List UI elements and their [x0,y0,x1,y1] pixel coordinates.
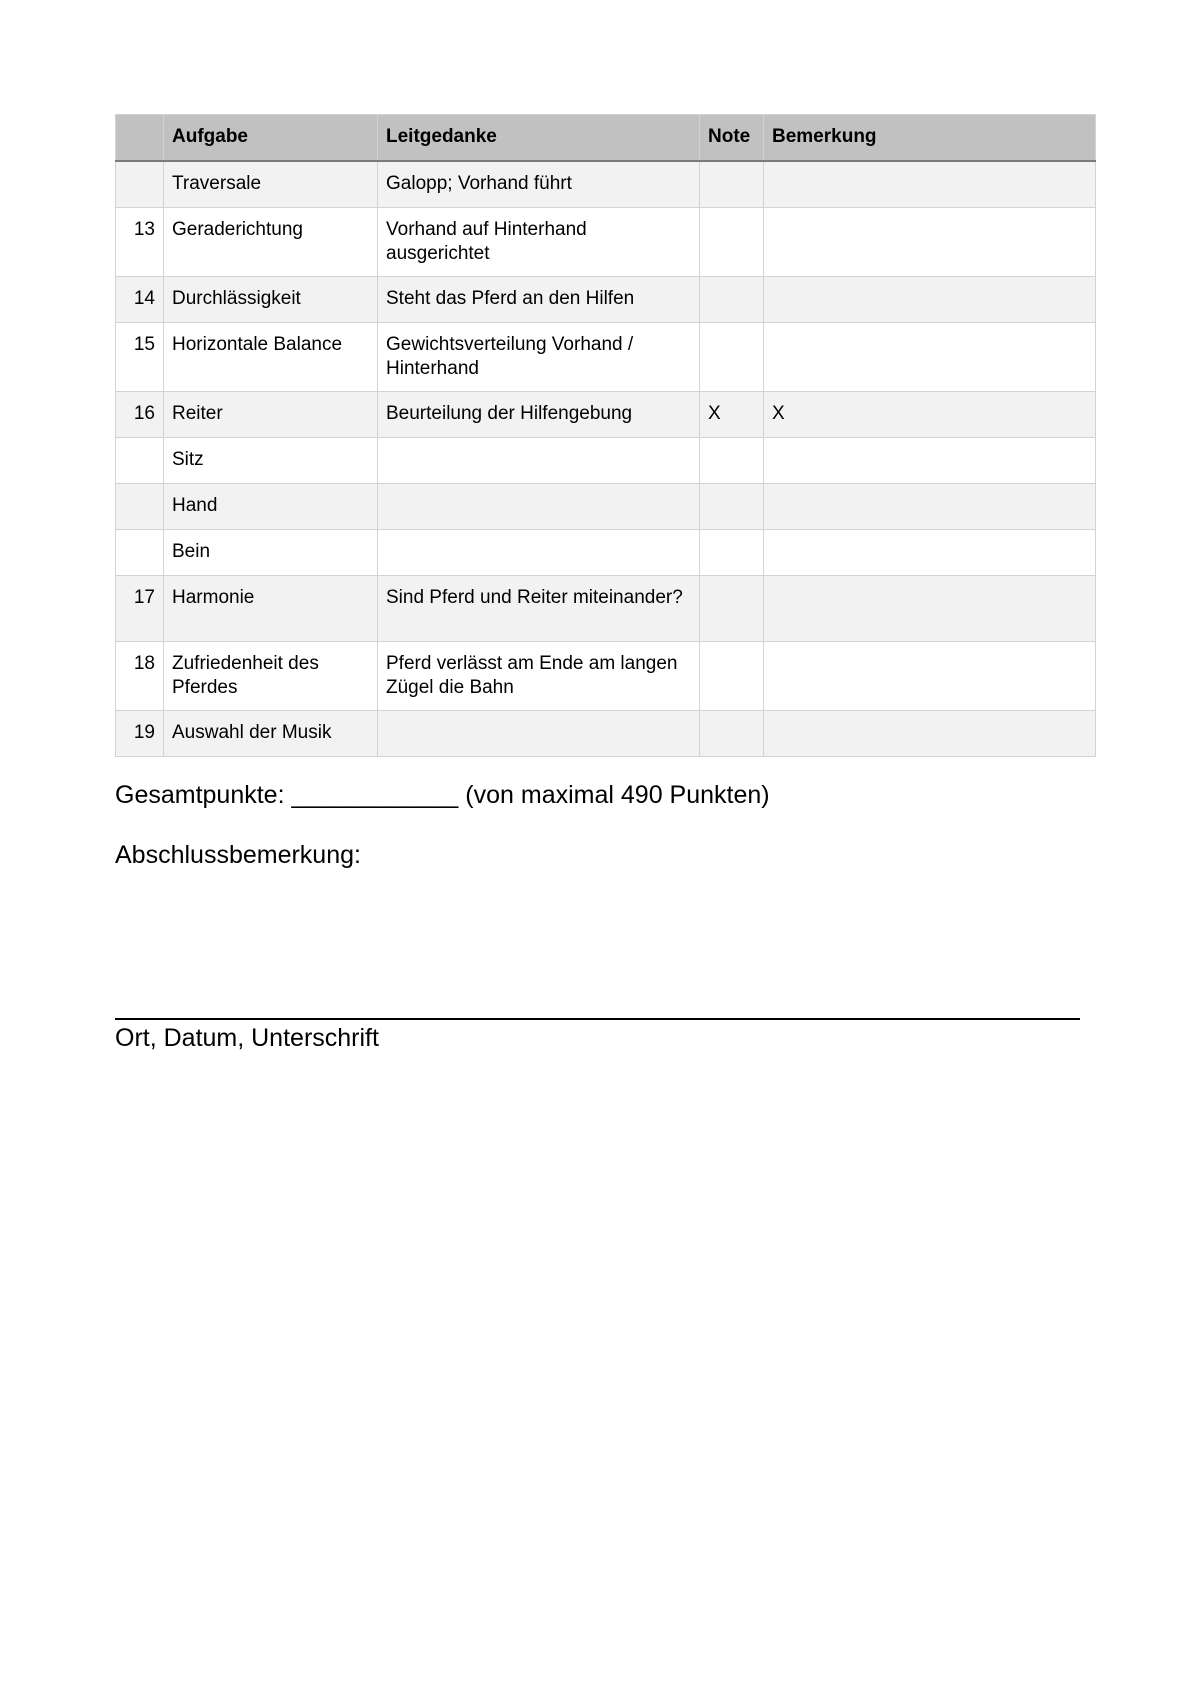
total-points-note: (von maximal 490 Punkten) [465,781,770,809]
signature-line [115,1018,1080,1020]
row-number: 19 [116,711,164,757]
row-task: Zufriedenheit des Pferdes [164,642,378,711]
row-number: 13 [116,208,164,277]
row-number: 15 [116,323,164,392]
row-number: 18 [116,642,164,711]
table-row [116,484,1096,530]
row-number [116,161,164,208]
table-row [116,392,1096,438]
row-grade: X [700,392,764,438]
table-row [116,711,1096,757]
row-remark [764,277,1096,323]
evaluation-table [115,114,1096,757]
row-grade [700,530,764,576]
row-task: Harmonie [164,576,378,642]
total-points-blank: ____________ [291,781,459,809]
table-row [116,530,1096,576]
row-task: Reiter [164,392,378,438]
table-row [116,277,1096,323]
header-grade: Note [700,115,764,162]
row-grade [700,323,764,392]
row-grade [700,711,764,757]
row-guideline [378,438,700,484]
table-row [116,161,1096,208]
row-guideline [378,711,700,757]
row-task: Traversale [164,161,378,208]
table-body [116,161,1096,757]
signature-label: Ort, Datum, Unterschrift [115,1024,379,1052]
total-points-label: Gesamtpunkte: [115,781,285,809]
row-number [116,484,164,530]
row-task: Sitz [164,438,378,484]
row-grade [700,277,764,323]
row-task: Horizontale Balance [164,323,378,392]
row-grade [700,438,764,484]
row-remark: X [764,392,1096,438]
total-points-line [115,779,770,811]
row-task: Auswahl der Musik [164,711,378,757]
table-row [116,323,1096,392]
row-remark [764,323,1096,392]
row-guideline: Steht das Pferd an den Hilfen [378,277,700,323]
row-grade [700,161,764,208]
row-remark [764,484,1096,530]
row-guideline: Vorhand auf Hinterhand ausgerichtet [378,208,700,277]
header-guideline: Leitgedanke [378,115,700,162]
row-remark [764,642,1096,711]
row-remark [764,711,1096,757]
table-row [116,576,1096,642]
row-guideline: Gewichtsverteilung Vorhand / Hinterhand [378,323,700,392]
table-header [116,115,1096,162]
table-row [116,438,1096,484]
row-number: 17 [116,576,164,642]
row-grade [700,208,764,277]
row-number: 16 [116,392,164,438]
row-number [116,530,164,576]
table-row [116,642,1096,711]
row-grade [700,484,764,530]
row-guideline: Beurteilung der Hilfengebung [378,392,700,438]
row-number [116,438,164,484]
row-number: 14 [116,277,164,323]
table-row [116,208,1096,277]
row-remark [764,438,1096,484]
closing-remark-label: Abschlussbemerkung: [115,841,361,869]
header-task: Aufgabe [164,115,378,162]
row-guideline: Pferd verlässt am Ende am langen Zügel die Bahn [378,642,700,711]
row-remark [764,576,1096,642]
row-guideline: Sind Pferd und Reiter miteinander? [378,576,700,642]
row-remark [764,530,1096,576]
row-guideline: Galopp; Vorhand führt [378,161,700,208]
header-row [116,115,1096,162]
header-remark: Bemerkung [764,115,1096,162]
row-task: Geraderichtung [164,208,378,277]
row-remark [764,208,1096,277]
row-grade [700,642,764,711]
row-guideline [378,484,700,530]
row-remark [764,161,1096,208]
row-grade [700,576,764,642]
row-task: Hand [164,484,378,530]
row-task: Bein [164,530,378,576]
header-number [116,115,164,162]
row-guideline [378,530,700,576]
row-task: Durchlässigkeit [164,277,378,323]
